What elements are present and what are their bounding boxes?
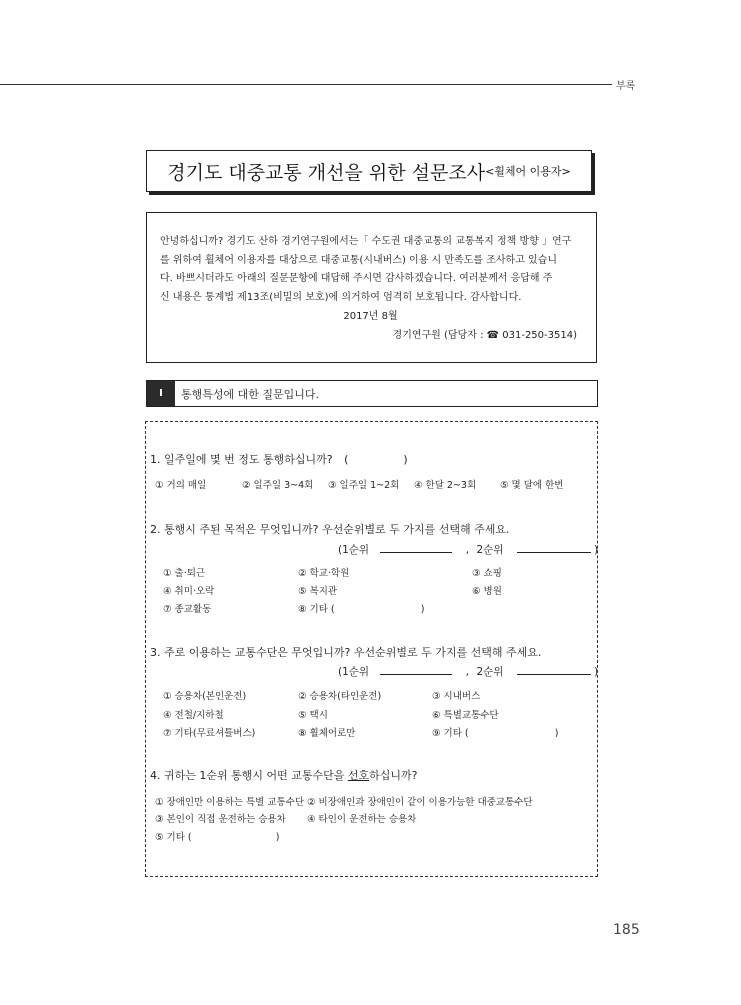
- question-2-text: 2. 통행시 주된 목적은 무엇입니까? 우선순위별로 두 가지를 선택해 주세요.: [150, 523, 510, 536]
- q3-option-other[interactable]: [432, 725, 558, 739]
- q1-option[interactable]: ① 거의 매일: [155, 480, 207, 491]
- q4-option[interactable]: ③ 본인이 직접 운전하는 승용차: [155, 814, 286, 825]
- survey-subtitle: <휠체어 이용자>: [485, 165, 571, 178]
- q3-option[interactable]: ③ 시내버스: [432, 691, 481, 702]
- intro-line: 를 위하여 휠체어 이용자를 대상으로 대중교통(시내버스) 이용 시 만족도를 조사하고 있습니: [160, 254, 558, 266]
- section-number: Ⅰ: [147, 381, 175, 406]
- q2-rank1-label: (1순위: [338, 544, 370, 556]
- q2-option-other-label: ⑧ 기타 (: [298, 604, 335, 615]
- q2-option[interactable]: ⑥ 병원: [472, 586, 502, 597]
- q3-option[interactable]: ④ 전철/지하철: [163, 710, 224, 721]
- q2-option[interactable]: ④ 취미·오락: [163, 586, 215, 597]
- q1-option[interactable]: ② 일주일 3~4회: [242, 480, 314, 491]
- q2-option[interactable]: ⑤ 복지관: [298, 586, 338, 597]
- q3-rank2-blank[interactable]: [517, 663, 591, 675]
- q3-option[interactable]: ⑤ 택시: [298, 710, 328, 721]
- question-3-text: 3. 주로 이용하는 교통수단은 무엇입니까? 우선순위별로 두 가지를 선택해 주세요.: [150, 646, 542, 659]
- q3-rank2-label: 2순위: [476, 666, 504, 678]
- question-1-paren-close: ): [403, 453, 408, 466]
- header-section-label: 부록: [616, 81, 636, 92]
- question-4: [150, 767, 417, 783]
- intro-line: 신 내용은 통계법 제13조(비밀의 보호)에 의거하여 엄격히 보호됩니다. 감사합니다.: [160, 291, 522, 303]
- q2-option[interactable]: ① 출·퇴근: [163, 568, 206, 579]
- q2-rank2-label: 2순위: [476, 544, 504, 556]
- q2-option[interactable]: ② 학교·학원: [298, 568, 350, 579]
- q1-option[interactable]: ④ 한달 2~3회: [414, 480, 477, 491]
- intro-contact: 경기연구원 (담당자 : ☎ 031-250-3514): [392, 329, 577, 341]
- q2-rank-close: ): [594, 544, 599, 556]
- q4-option[interactable]: ② 비장애인과 장애인이 같이 이용가능한 대중교통수단: [307, 797, 533, 808]
- section-header: [146, 380, 598, 407]
- q3-option[interactable]: ② 승용차(타인운전): [298, 691, 382, 702]
- q4-option-other[interactable]: [155, 829, 279, 843]
- question-3-rank-row: [338, 663, 598, 679]
- q4-option-other-close: ): [275, 832, 280, 843]
- q2-rank-separator: ,: [465, 544, 470, 556]
- survey-title: 경기도 대중교통 개선을 위한 설문조사: [167, 161, 486, 184]
- q4-option[interactable]: ① 장애인만 이용하는 특별 교통수단: [155, 797, 305, 808]
- q3-rank1-label: (1순위: [338, 666, 370, 678]
- q3-option[interactable]: ⑦ 기타(무료셔틀버스): [163, 728, 256, 739]
- q4-option[interactable]: ④ 타인이 운전하는 승용차: [307, 814, 417, 825]
- intro-line: 다. 바쁘시더라도 아래의 질문문항에 대답해 주시면 감사하겠습니다. 여러분께서 응답해 주: [160, 273, 553, 284]
- header-rule: [0, 84, 612, 85]
- q2-rank1-blank[interactable]: [380, 541, 452, 553]
- q2-rank2-blank[interactable]: [517, 541, 591, 553]
- q3-option-other-close: ): [554, 728, 559, 739]
- intro-date: 2017년 8월: [343, 311, 398, 322]
- question-1-paren-open: (: [344, 453, 349, 466]
- q3-option[interactable]: ① 승용차(본인운전): [163, 691, 247, 702]
- question-1: [150, 451, 408, 467]
- q3-rank-separator: ,: [465, 666, 470, 678]
- q3-rank-close: ): [594, 666, 599, 678]
- q1-option[interactable]: ③ 일주일 1~2회: [328, 480, 400, 491]
- q2-option[interactable]: ⑦ 종교활동: [163, 604, 212, 615]
- question-4-text: 4. 귀하는 1순위 통행시 어떤 교통수단을: [150, 769, 348, 782]
- intro-line: 안녕하십니까? 경기도 산하 경기연구원에서는「 수도권 대중교통의 교통복지 정책 방향 」연구: [160, 236, 572, 247]
- q4-option-other-label: ⑤ 기타 (: [155, 832, 192, 843]
- survey-title-box: [146, 150, 592, 192]
- q3-option-other-label: ⑨ 기타 (: [432, 728, 469, 739]
- question-4-underlined: 선호: [347, 769, 370, 782]
- question-1-text: 1. 일주일에 몇 번 정도 통행하십니까?: [150, 453, 333, 466]
- q1-option[interactable]: ⑤ 몇 달에 한번: [500, 480, 564, 491]
- section-title: 통행특성에 대한 질문입니다.: [181, 387, 320, 401]
- question-4-text-end: 하십니까?: [369, 769, 418, 782]
- intro-box: [146, 212, 597, 363]
- question-2-rank-row: [338, 541, 598, 557]
- q2-option[interactable]: ③ 쇼핑: [472, 568, 502, 579]
- q3-rank1-blank[interactable]: [380, 663, 452, 675]
- q3-option[interactable]: ⑥ 특별교통수단: [432, 710, 499, 721]
- q3-option[interactable]: ⑧ 휠체어로만: [298, 728, 356, 739]
- q2-option-other-close: ): [420, 604, 425, 615]
- q2-option-other[interactable]: [298, 601, 424, 615]
- page-number: 185: [613, 922, 640, 938]
